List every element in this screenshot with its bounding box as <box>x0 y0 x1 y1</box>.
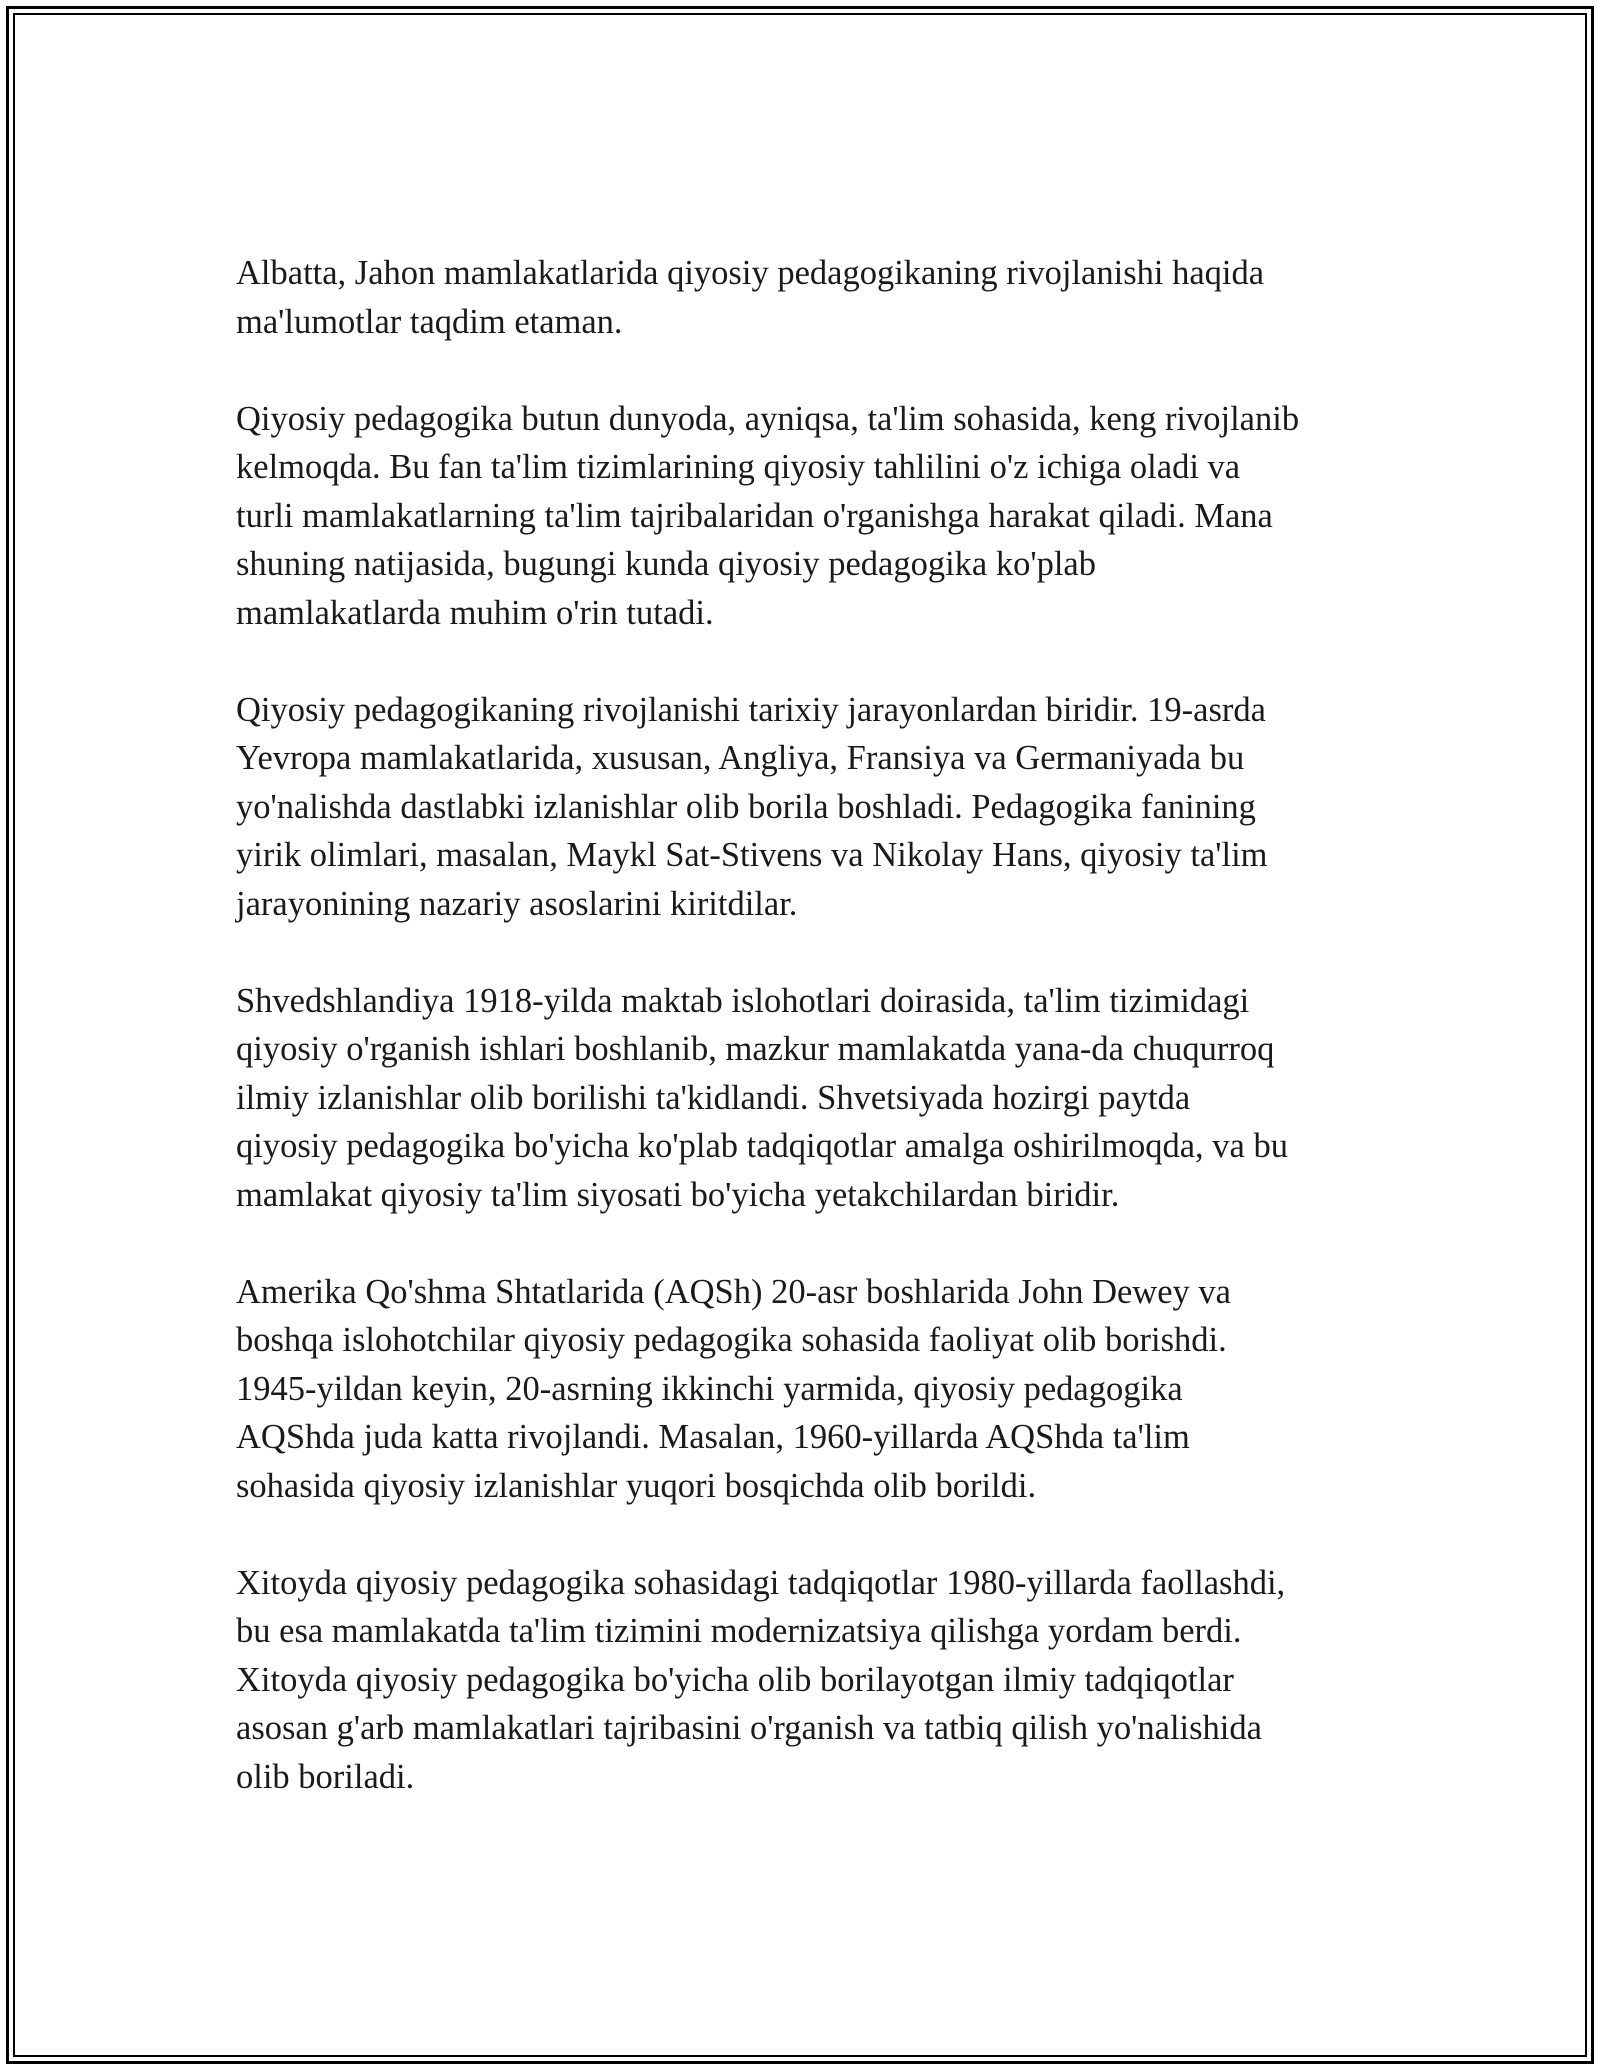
text-line: mamlakat qiyosiy ta'lim siyosati bo'yicha yetakchilardan biridir. <box>236 1175 1120 1214</box>
document-body <box>236 249 1386 1850</box>
text-line: Xitoyda qiyosiy pedagogika sohasidagi tadqiqotlar 1980-yillarda faollashdi, <box>236 1563 1286 1602</box>
text-line: ma'lumotlar taqdim etaman. <box>236 302 623 341</box>
text-line: qiyosiy pedagogika bo'yicha ko'plab tadqiqotlar amalga oshirilmoqda, va bu <box>236 1127 1288 1165</box>
text-line: jarayonining nazariy asoslarini kiritdilar. <box>236 884 798 923</box>
text-line: ilmiy izlanishlar olib borilishi ta'kidlandi. Shvetsiyada hozirgi paytda <box>236 1078 1191 1117</box>
text-line: turli mamlakatlarning ta'lim tajribalaridan o'rganishga harakat qiladi. Mana <box>236 496 1273 535</box>
text-line: Amerika Qo'shma Shtatlarida (AQSh) 20-asr boshlarida John Dewey va <box>236 1272 1231 1311</box>
text-line: Yevropa mamlakatlarida, xususan, Angliya, Fransiya va Germaniyada bu <box>236 739 1245 777</box>
text-line: Qiyosiy pedagogikaning rivojlanishi tarixiy jarayonlardan biridir. 19-asrda <box>236 690 1266 729</box>
text-line: qiyosiy o'rganish ishlari boshlanib, mazkur mamlakatda yana-da chuqurroq <box>236 1030 1275 1068</box>
paragraph-china <box>236 1559 1386 1802</box>
text-line: kelmoqda. Bu fan ta'lim tizimlarining qiyosiy tahlilini o'z ichiga oladi va <box>236 448 1241 486</box>
text-line: Xitoyda qiyosiy pedagogika bo'yicha olib borilayotgan ilmiy tadqiqotlar <box>236 1660 1234 1699</box>
paragraph-intro <box>236 249 1386 346</box>
text-line: AQShda juda katta rivojlandi. Masalan, 1960-yillarda AQShda ta'lim <box>236 1418 1190 1456</box>
text-line: Shvedshlandiya 1918-yilda maktab islohotlari doirasida, ta'lim tizimidagi <box>236 981 1250 1020</box>
text-line: yirik olimlari, masalan, Maykl Sat-Stivens va Nikolay Hans, qiyosiy ta'lim <box>236 836 1268 874</box>
paragraph-usa <box>236 1268 1386 1511</box>
paragraph-history <box>236 686 1386 929</box>
paragraph-overview <box>236 395 1386 638</box>
text-line: Qiyosiy pedagogika butun dunyoda, ayniqsa, ta'lim sohasida, keng rivojlanib <box>236 399 1300 438</box>
text-line: yo'nalishda dastlabki izlanishlar olib borila boshladi. Pedagogika fanining <box>236 787 1256 826</box>
text-line: 1945-yildan keyin, 20-asrning ikkinchi yarmida, qiyosiy pedagogika <box>236 1369 1183 1408</box>
text-line: boshqa islohotchilar qiyosiy pedagogika sohasida faoliyat olib borishdi. <box>236 1321 1227 1359</box>
paragraph-sweden <box>236 977 1386 1220</box>
text-line: asosan g'arb mamlakatlari tajribasini o'rganish va tatbiq qilish yo'nalishida <box>236 1709 1262 1747</box>
text-line: mamlakatlarda muhim o'rin tutadi. <box>236 593 714 632</box>
text-line: bu esa mamlakatda ta'lim tizimini modernizatsiya qilishga yordam berdi. <box>236 1612 1242 1650</box>
text-line: shuning natijasida, bugungi kunda qiyosiy pedagogika ko'plab <box>236 545 1096 583</box>
text-line: sohasida qiyosiy izlanishlar yuqori bosqichda olib borildi. <box>236 1466 1037 1505</box>
text-line: olib boriladi. <box>236 1757 415 1796</box>
text-line: Albatta, Jahon mamlakatlarida qiyosiy pedagogikaning rivojlanishi haqida <box>236 254 1265 292</box>
